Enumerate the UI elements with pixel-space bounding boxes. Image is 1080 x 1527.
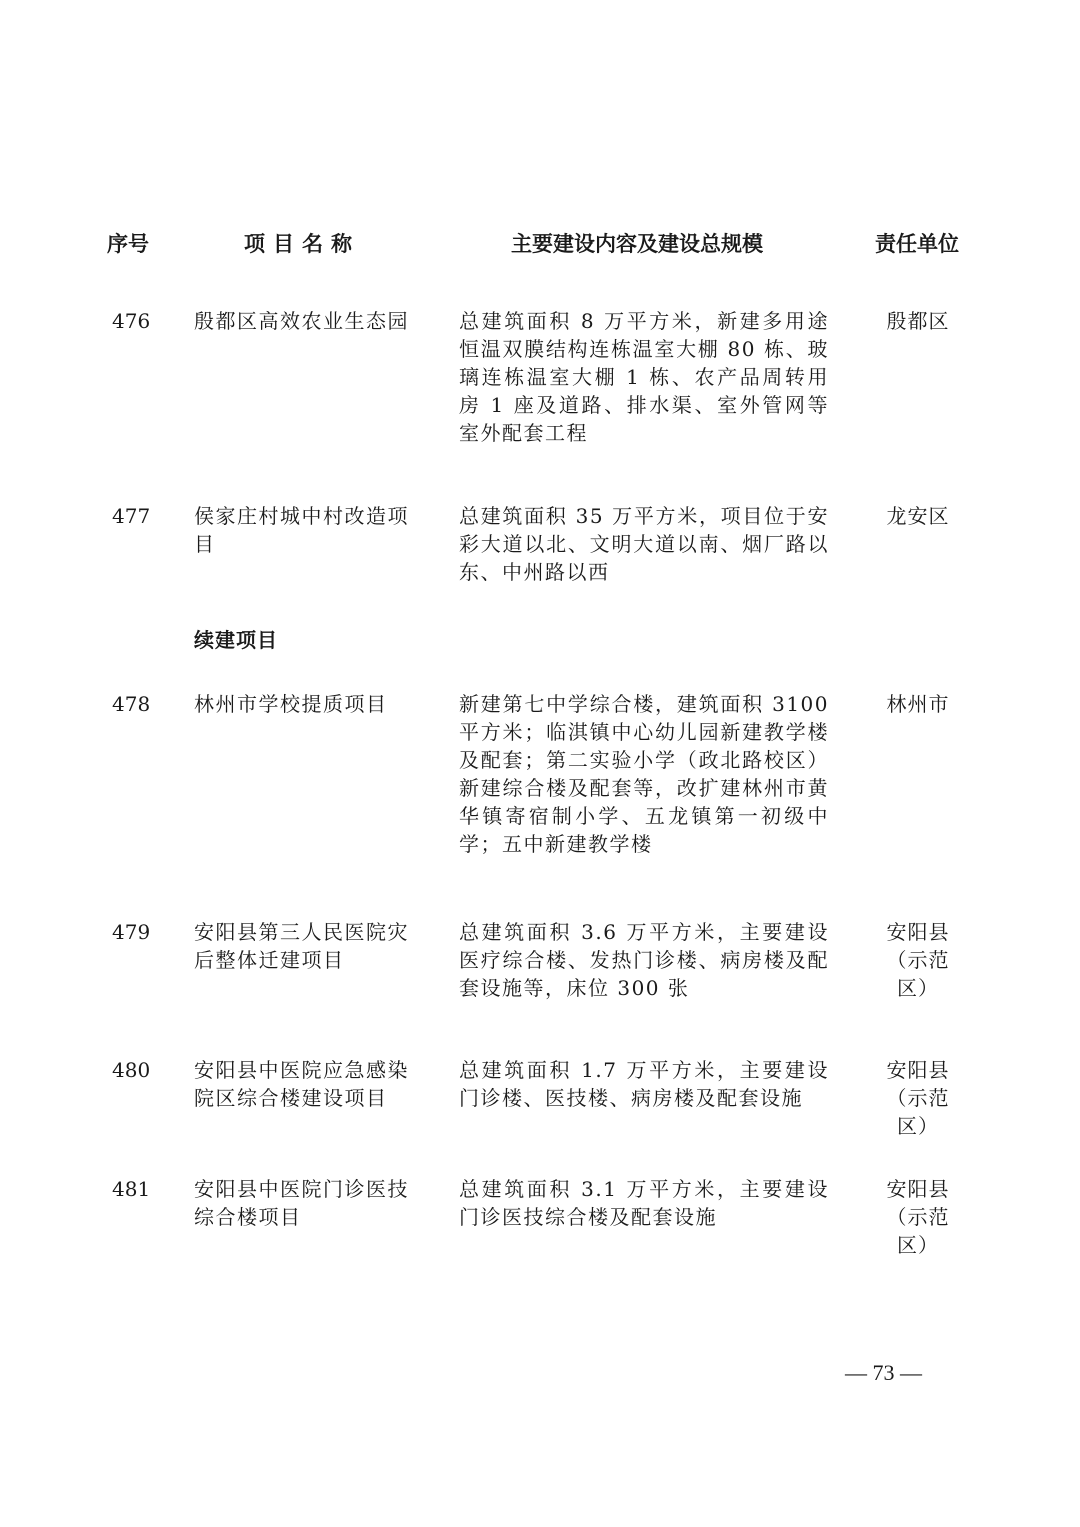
row-serial-number: 477 — [112, 504, 151, 528]
page-number: — 73 — — [845, 1360, 922, 1385]
row-construction-content: 总建筑面积 35 万平方米，项目位于安彩大道以北、文明大道以南、烟厂路以东、中州路以西 — [459, 504, 829, 584]
section-label-continuing-projects: 续建项目 — [194, 628, 278, 652]
table-header — [0, 228, 1080, 262]
row-responsible-unit: 龙安区 — [886, 504, 950, 528]
row-responsible-unit: 林州市 — [886, 692, 950, 716]
row-project-name: 安阳县中医院应急感染院区综合楼建设项目 — [194, 1058, 409, 1110]
row-project-name: 安阳县中医院门诊医技综合楼项目 — [194, 1177, 409, 1229]
header-responsible-unit: 责任单位 — [875, 232, 959, 256]
row-responsible-unit: 安阳县（示范区） — [886, 1177, 950, 1257]
row-serial-number: 476 — [112, 309, 151, 333]
row-construction-content: 总建筑面积 3.1 万平方米，主要建设门诊医技综合楼及配套设施 — [459, 1177, 829, 1229]
row-responsible-unit: 殷都区 — [886, 309, 950, 333]
row-responsible-unit: 安阳县（示范区） — [886, 1058, 950, 1138]
header-project-name: 项目名称 — [244, 232, 360, 256]
row-serial-number: 479 — [112, 920, 151, 944]
row-construction-content: 总建筑面积 1.7 万平方米，主要建设门诊楼、医技楼、病房楼及配套设施 — [459, 1058, 829, 1110]
row-serial-number: 480 — [112, 1058, 151, 1082]
row-project-name: 侯家庄村城中村改造项目 — [194, 504, 409, 556]
row-project-name: 安阳县第三人民医院灾后整体迁建项目 — [194, 920, 409, 972]
header-serial-number: 序号 — [107, 232, 149, 256]
row-construction-content: 总建筑面积 8 万平方米，新建多用途恒温双膜结构连栋温室大棚 80 栋、玻璃连栋温室大棚 1 栋、农产品周转用房 1 座及道路、排水渠、室外管网等室外配套工程 — [459, 309, 829, 445]
row-project-name: 殷都区高效农业生态园 — [194, 309, 409, 333]
row-project-name: 林州市学校提质项目 — [194, 692, 388, 716]
row-responsible-unit: 安阳县（示范区） — [886, 920, 950, 1000]
header-construction-content: 主要建设内容及建设总规模 — [511, 232, 763, 256]
row-serial-number: 481 — [112, 1177, 151, 1201]
row-serial-number: 478 — [112, 692, 151, 716]
row-construction-content: 总建筑面积 3.6 万平方米，主要建设医疗综合楼、发热门诊楼、病房楼及配套设施等，床位 300 张 — [459, 920, 829, 1000]
row-construction-content: 新建第七中学综合楼，建筑面积 3100 平方米；临淇镇中心幼儿园新建教学楼及配套；第二实验小学（政北路校区）新建综合楼及配套等，改扩建林州市黄华镇寄宿制小学、五龙镇第一初级中学；五中新建教学楼 — [459, 692, 829, 856]
